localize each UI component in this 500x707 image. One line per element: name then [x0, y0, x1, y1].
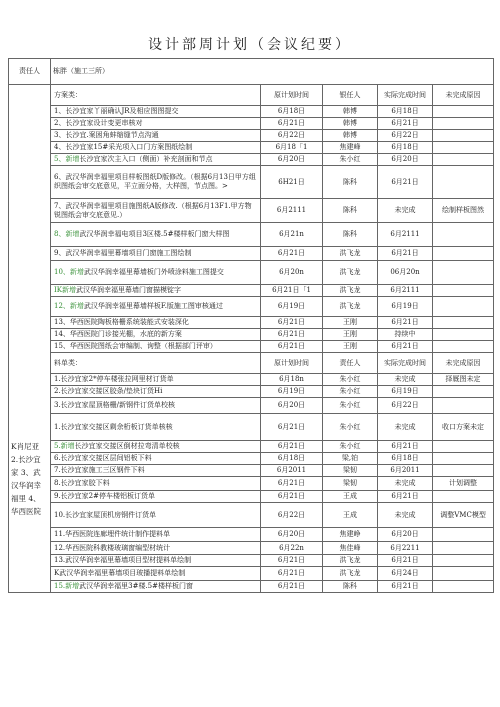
owner-header: 责任人: [323, 353, 378, 374]
plan-time-cell: 6月21日: [261, 477, 323, 491]
table-row: [9, 528, 494, 542]
new-tag: IK新增: [54, 286, 76, 294]
task-text: 9、武汉华润幸福里幕墙项目门窗施工图绘制: [54, 249, 192, 257]
plan-time-cell: 6月20日: [261, 154, 323, 166]
owner-cell: 洪飞龙: [323, 247, 378, 261]
owner-cell: 洪飞龙: [323, 567, 378, 581]
task-cell: [51, 106, 261, 118]
table-row: [9, 106, 494, 118]
actual-time-cell: 6月21日: [378, 317, 433, 329]
plan-time-cell: 6月20日: [261, 398, 323, 414]
reason-cell: [433, 465, 494, 477]
table-row: [9, 441, 494, 453]
actual-time-cell: 6月2011: [378, 465, 433, 477]
task-cell: [51, 542, 261, 555]
table-row: [9, 223, 494, 247]
task-text: 13、华西医院陶板格栅系统装能式安装深化: [54, 318, 189, 326]
plan-table: [8, 58, 494, 593]
task-cell: [51, 441, 261, 453]
owner-cell: 梁韧: [323, 477, 378, 491]
task-text: 2、长沙宜家设计变更串核对: [54, 119, 143, 127]
table-row: [9, 285, 494, 297]
table-row: [9, 166, 494, 199]
task-text: 武汉华润幸福里3#楼.5#楼样板门窗: [79, 582, 194, 590]
task-text: 3、长沙宜.案困角蚌缩缝节点沟通: [54, 131, 159, 139]
plan-time-cell: 6月21日: [261, 341, 323, 353]
owner-cell: 陈科: [323, 199, 378, 223]
task-text: 7、武汉华润幸福里项目施图纸A版修改.（根据6月13F1.甲方物锐图纸会审交底意见.）: [54, 201, 252, 219]
reason-cell: 收口方案未定: [433, 414, 494, 441]
owner-cell: 王刚: [323, 341, 378, 353]
reason-cell: [433, 154, 494, 166]
owner-cell: 朱小红: [323, 414, 378, 441]
actual-time-cell: 6月21日: [378, 555, 433, 567]
reason-cell: [433, 106, 494, 118]
task-cell: [51, 477, 261, 491]
actual-time-cell: 6月18日: [378, 453, 433, 465]
task-cell: [51, 223, 261, 247]
actual-time-cell: 6月22日: [378, 398, 433, 414]
reason-cell: 调整VMC模型: [433, 503, 494, 528]
plan-time-cell: 6H21日: [261, 166, 323, 199]
actual-time-cell: 6月24日: [378, 567, 433, 581]
task-cell: [51, 567, 261, 581]
owner-cell: 朱小红: [323, 398, 378, 414]
actual-time-cell: 6月21日: [378, 247, 433, 261]
owner-cell: 洪飞龙: [323, 555, 378, 567]
table-row: [9, 247, 494, 261]
reason-cell: [433, 285, 494, 297]
plan-time-cell: 6月21日: [261, 118, 323, 130]
actual-time-cell: 未完成: [378, 477, 433, 491]
task-text: 武汉华润幸福电项目3区楼.5#楼样板门窗大样图: [79, 230, 230, 238]
reason-cell: [433, 555, 494, 567]
table-row: [9, 581, 494, 593]
plan-time-cell: 6月21日: [261, 491, 323, 503]
task-text: 10.长沙宜家屋顶机房钢件订货单: [54, 510, 157, 519]
owner-cell: 洪飞龙: [323, 297, 378, 317]
table-row: [9, 386, 494, 398]
task-text: 1、长沙宜家丫丽确认JR及相应图图提交: [54, 107, 179, 115]
reason-cell: [433, 247, 494, 261]
actual-time-cell: 6月18日: [378, 106, 433, 118]
actual-time-cell: 6月2211: [378, 542, 433, 555]
table-row: [9, 503, 494, 528]
plan-time-cell: 6月18n: [261, 374, 323, 386]
reason-cell: [433, 491, 494, 503]
plan-time-cell: 6月21日: [261, 414, 323, 441]
plan-time-cell: 6月18日: [261, 106, 323, 118]
task-text: 11.华西医院连廊埋件统计制作提料单: [54, 530, 171, 538]
owner-cell: 朱小红: [323, 386, 378, 398]
plan-time-cell: 6月22日: [261, 130, 323, 142]
table-row: [9, 477, 494, 491]
new-tag: 8、新增: [54, 230, 80, 238]
actual-time-cell: 6月21日: [378, 341, 433, 353]
actual-time-cell: 6月21日: [378, 491, 433, 503]
task-text: 武汉华润幸福里幕墙门窗描模锭字: [76, 286, 181, 294]
actual-time-cell: 6月20日: [378, 154, 433, 166]
task-cell: [51, 199, 261, 223]
actual-time-cell: 6月19日: [378, 386, 433, 398]
owner-cell: 梁韧: [323, 465, 378, 477]
table-row: [9, 154, 494, 166]
reason-cell: [433, 567, 494, 581]
task-text: 1.长沙宜家交接区剩余桁板订货单核核: [54, 422, 173, 431]
plan-time-cell: 6月21日: [261, 581, 323, 593]
reason-cell: [433, 166, 494, 199]
task-cell: [51, 374, 261, 386]
reason-cell: [433, 398, 494, 414]
table-row: [9, 329, 494, 341]
task-cell: [51, 453, 261, 465]
reason-cell: [433, 118, 494, 130]
category-header: 方案类：: [51, 85, 261, 106]
actual-time-cell: 未完成: [378, 374, 433, 386]
task-cell: [51, 166, 261, 199]
reason-cell: [433, 297, 494, 317]
table-row: [9, 297, 494, 317]
actual-time-cell: 6月2111: [378, 223, 433, 247]
responsible-row: [9, 59, 494, 85]
table-row: [9, 453, 494, 465]
new-tag: 10、新增: [54, 268, 84, 276]
reason-cell: [433, 528, 494, 542]
owner-cell: 朱小红: [323, 374, 378, 386]
task-cell: [51, 317, 261, 329]
category-header: 料单类：: [51, 353, 261, 374]
task-text: 武汉华润幸福里幕墙样板F.版施工图审核通过: [83, 302, 223, 310]
new-tag: 5.新增: [54, 442, 75, 450]
actual-time-cell: 6月18日: [378, 142, 433, 154]
task-cell: [51, 285, 261, 297]
table-row: [9, 542, 494, 555]
actual-time-cell: 未完成: [378, 503, 433, 528]
task-cell: [51, 297, 261, 317]
plan-time-cell: 6月21日: [261, 567, 323, 581]
reason-cell: [433, 130, 494, 142]
task-text: 15、华西医院图纸会审编制、询整（根据部门评审）: [54, 342, 217, 350]
task-text: 6.长沙宜家交接区层间铝板下料: [54, 454, 152, 462]
owner-header: 银任人: [323, 85, 378, 106]
owner-cell: 朱小红: [323, 154, 378, 166]
task-cell: [51, 261, 261, 285]
plan-time-cell: 6月18日: [261, 453, 323, 465]
plan-time-cell: 6月21n: [261, 223, 323, 247]
actual-time-cell: 6月21日: [378, 118, 433, 130]
owner-cell: 朱小红: [323, 441, 378, 453]
actual-time-cell: 6月21日: [378, 581, 433, 593]
owner-cell: 陈科: [323, 581, 378, 593]
project-list-cell: K肖尼亚 2.长沙宜家 3、武汉华润幸福里 4、华西医院: [9, 85, 51, 593]
owner-cell: 焦建峰: [323, 142, 378, 154]
task-cell: [51, 247, 261, 261]
task-text: 武汉华润幸福里幕墙板门外喷涂料施工图提交: [83, 268, 224, 276]
plan-time-header: 原计划时间: [261, 353, 323, 374]
table-row: [9, 118, 494, 130]
plan-time-cell: 6月19日: [261, 297, 323, 317]
task-cell: [51, 329, 261, 341]
reason-cell: 计划调整: [433, 477, 494, 491]
new-tag: 15.新增: [54, 582, 80, 590]
owner-cell: 王刚: [323, 329, 378, 341]
reason-cell: [433, 317, 494, 329]
task-text: 长沙宜家交接区倒材拉弯清单校核: [74, 442, 180, 450]
table-row: [9, 465, 494, 477]
table-row: [9, 414, 494, 441]
table-row: [9, 341, 494, 353]
reason-cell: [433, 329, 494, 341]
section2-header-row: [9, 353, 494, 374]
reason-cell: [433, 453, 494, 465]
actual-time-cell: 6月21日: [378, 166, 433, 199]
task-text: 12.华西医院科教楼玻璃窗编型材统计: [54, 543, 171, 552]
reason-cell: [433, 223, 494, 247]
task-cell: [51, 491, 261, 503]
table-row: [9, 555, 494, 567]
table-row: [9, 567, 494, 581]
task-cell: [51, 341, 261, 353]
reason-cell: [433, 261, 494, 285]
task-text: 7.长沙宜家施工三区钢件下料: [54, 466, 145, 474]
actual-time-cell: 6月2111: [378, 285, 433, 297]
reason-cell: 绘制样板图然: [433, 199, 494, 223]
actual-time-cell: 06月20n: [378, 261, 433, 285]
task-text: 4、长沙宜家15#采光项入口门方案图纸绘制: [54, 143, 193, 151]
owner-cell: 陈科: [323, 223, 378, 247]
owner-cell: 韩博: [323, 106, 378, 118]
task-text: 6、武汉华润幸福里项目样板图纸D版修改。（根据6月13日甲方组织图纸会审交底意见，平立面分格，大样图，节点图。>: [54, 173, 256, 190]
responsible-label: 责任人: [9, 59, 51, 85]
table-row: [9, 199, 494, 223]
task-cell: [51, 581, 261, 593]
plan-time-cell: 6月19日: [261, 386, 323, 398]
task-text: 长沙宜家次主入口（侧面）补充剖面和节点: [79, 155, 213, 163]
actual-time-cell: 6月20日: [378, 528, 433, 542]
reason-cell: [433, 142, 494, 154]
plan-time-cell: 6月21日: [261, 555, 323, 567]
task-cell: [51, 130, 261, 142]
plan-time-cell: 6月2111: [261, 199, 323, 223]
table-row: [9, 491, 494, 503]
actual-time-header: 实际完成时间: [378, 85, 433, 106]
task-cell: [51, 528, 261, 542]
task-text: 13.武汉华润幸福里幕墙项目型材提料单绘制: [54, 556, 192, 564]
reason-cell: [433, 542, 494, 555]
task-cell: [51, 555, 261, 567]
owner-cell: 陈科: [323, 166, 378, 199]
task-cell: [51, 398, 261, 414]
task-text: 8.长沙宜家胶下料: [54, 479, 110, 487]
reason-cell: [433, 341, 494, 353]
task-cell: [51, 503, 261, 528]
owner-cell: 焦建峥: [323, 528, 378, 542]
owner-cell: 王成: [323, 503, 378, 528]
actual-time-cell: 6月21日: [378, 441, 433, 453]
task-cell: [51, 154, 261, 166]
plan-time-cell: 6月21日: [261, 247, 323, 261]
actual-time-cell: 未完成: [378, 199, 433, 223]
table-row: [9, 374, 494, 386]
table-row: [9, 317, 494, 329]
owner-cell: 焦佳峰: [323, 542, 378, 555]
reason-cell: [433, 441, 494, 453]
table-row: [9, 130, 494, 142]
actual-time-cell: 持续中: [378, 329, 433, 341]
task-text: 1.长沙宜家2*停车楼张拉网里材订货单: [54, 375, 174, 383]
owner-cell: 王成: [323, 491, 378, 503]
plan-time-header: 原计划时间: [261, 85, 323, 106]
actual-time-header: 实际完成时间: [378, 353, 433, 374]
owner-cell: 洪飞龙: [323, 285, 378, 297]
plan-time-cell: 6月22n: [261, 542, 323, 555]
task-cell: [51, 465, 261, 477]
owner-cell: 韩博: [323, 118, 378, 130]
plan-time-cell: 6月21日: [261, 317, 323, 329]
task-cell: [51, 142, 261, 154]
reason-cell: 择厩图未定: [433, 374, 494, 386]
plan-time-cell: 6月22日: [261, 503, 323, 528]
reason-cell: [433, 581, 494, 593]
plan-time-cell: 6月21日: [261, 329, 323, 341]
reason-cell: [433, 386, 494, 398]
task-text: 14、华西医院门诊接光棚，水底的新方案: [54, 330, 182, 338]
page-title: 设计部周计划（会议纪要）: [148, 37, 352, 53]
owner-cell: 韩博: [323, 130, 378, 142]
plan-time-cell: 6月21日: [261, 441, 323, 453]
task-cell: [51, 414, 261, 441]
task-text: K武汉华润幸福里幕墙项目玻播提料单绘制: [54, 569, 186, 577]
table-row: [9, 261, 494, 285]
actual-time-cell: 6月22日: [378, 130, 433, 142]
reason-header: 未完成原因: [433, 353, 494, 374]
section1-header-row: [9, 85, 494, 106]
responsible-value: 栋胖（施工三所）: [51, 59, 494, 85]
plan-time-cell: 6月18「1: [261, 142, 323, 154]
actual-time-cell: 未完成: [378, 414, 433, 441]
reason-header: 未完成原因: [433, 85, 494, 106]
task-text: 2.长沙宜家交接区胶条/垫块订货Hi: [54, 387, 163, 395]
task-cell: [51, 386, 261, 398]
plan-time-cell: 6月20n: [261, 261, 323, 285]
table-row: [9, 398, 494, 414]
new-tag: 5、新增: [54, 155, 80, 163]
owner-cell: 梁,铂: [323, 453, 378, 465]
task-text: 9.长沙宜家2#停车楼铝板订货单: [54, 492, 155, 500]
owner-cell: 洪飞龙: [323, 261, 378, 285]
new-tag: 12、新增: [54, 302, 84, 310]
owner-cell: 王刚: [323, 317, 378, 329]
table-row: [9, 142, 494, 154]
task-cell: [51, 118, 261, 130]
plan-time-cell: 6月2011: [261, 465, 323, 477]
task-text: 3.长沙宜家屋顶格栅/新钢件订货单校核: [54, 401, 176, 409]
plan-time-cell: 6月21日「1: [261, 285, 323, 297]
actual-time-cell: 6月19日: [378, 297, 433, 317]
plan-time-cell: 6月20日: [261, 528, 323, 542]
